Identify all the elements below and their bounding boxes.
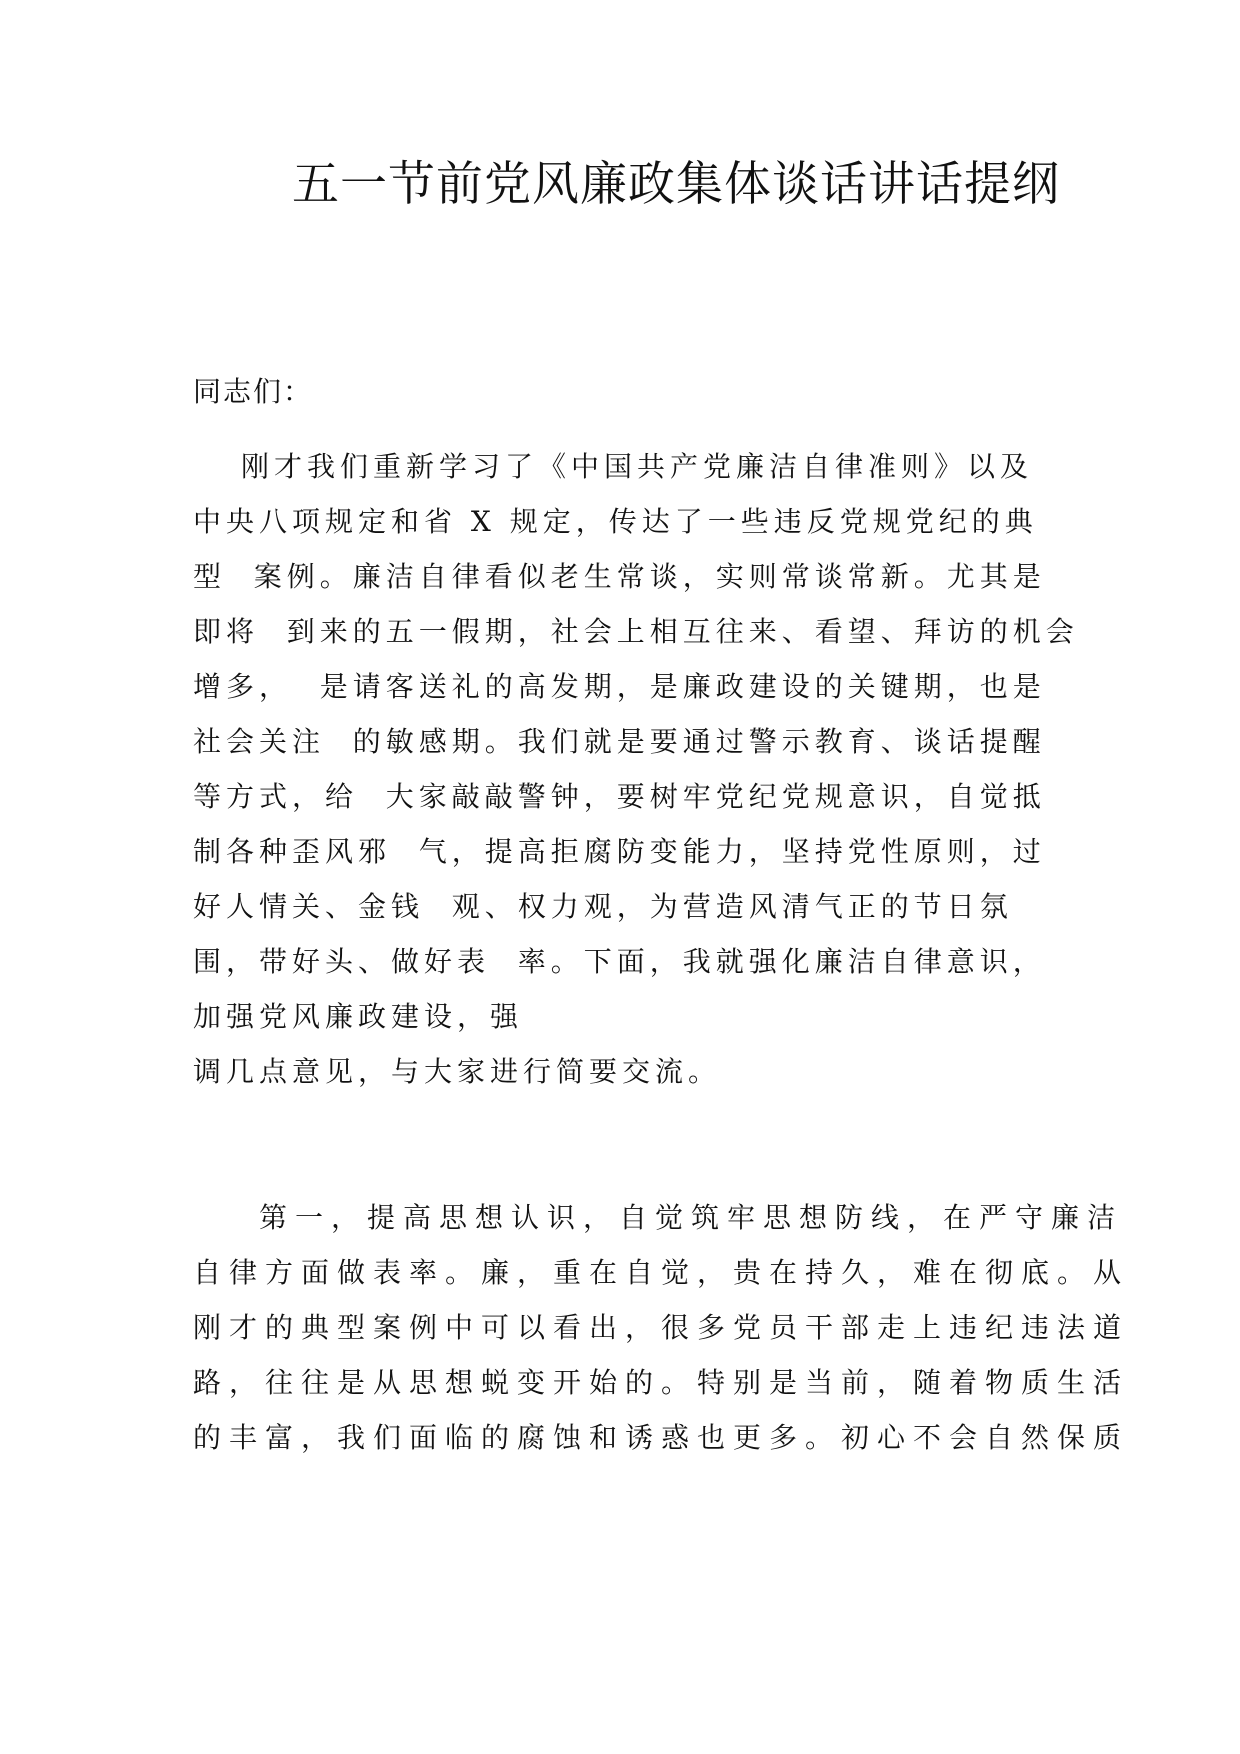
document-title: 五一节前党风廉政集体谈话讲话提纲 (292, 157, 1060, 212)
paragraph-1-line: 增多， 是请客送礼的高发期，是廉政建设的关键期，也是 (193, 670, 1046, 703)
paragraph-1-line: 加强党风廉政建设，强 (193, 1000, 524, 1033)
paragraph-2-line: 刚才的典型案例中可以看出，很多党员干部走上违纪违法道 (193, 1311, 1130, 1344)
salutation: 同志们： (193, 375, 314, 408)
paragraph-1-line: 围，带好头、做好表 率。下面，我就强化廉洁自律意识， (193, 945, 1046, 978)
paragraph-1-line: 中央八项规定和省 X 规定，传达了一些违反党规党纪的典 (193, 505, 1038, 538)
paragraph-2-line: 自律方面做表率。廉，重在自觉，贵在持久，难在彻底。从 (193, 1256, 1130, 1289)
paragraph-1-line: 制各种歪风邪 气，提高拒腐防变能力，坚持党性原则，过 (193, 835, 1046, 868)
paragraph-1-line: 型 案例。廉洁自律看似老生常谈，实则常谈常新。尤其是 (193, 560, 1046, 593)
paragraph-2-line: 第一，提高思想认识，自觉筑牢思想防线，在严守廉洁 (259, 1201, 1124, 1234)
paragraph-1-line: 等方式，给 大家敲敲警钟，要树牢党纪党规意识，自觉抵 (193, 780, 1046, 813)
paragraph-1-line: 社会关注 的敏感期。我们就是要通过警示教育、谈话提醒 (193, 725, 1046, 758)
paragraph-2-line: 的丰富，我们面临的腐蚀和诱惑也更多。初心不会自然保质 (193, 1421, 1130, 1454)
paragraph-1-line: 刚才我们重新学习了《中国共产党廉洁自律准则》以及 (241, 450, 1034, 483)
paragraph-2-line: 路，往往是从思想蜕变开始的。特别是当前，随着物质生活 (193, 1366, 1130, 1399)
paragraph-1-line: 好人情关、金钱 观、权力观，为营造风清气正的节日氛 (193, 890, 1013, 923)
paragraph-1-line: 调几点意见，与大家进行简要交流。 (193, 1055, 722, 1088)
paragraph-1-line: 即将 到来的五一假期，社会上相互往来、看望、拜访的机会 (193, 615, 1079, 648)
